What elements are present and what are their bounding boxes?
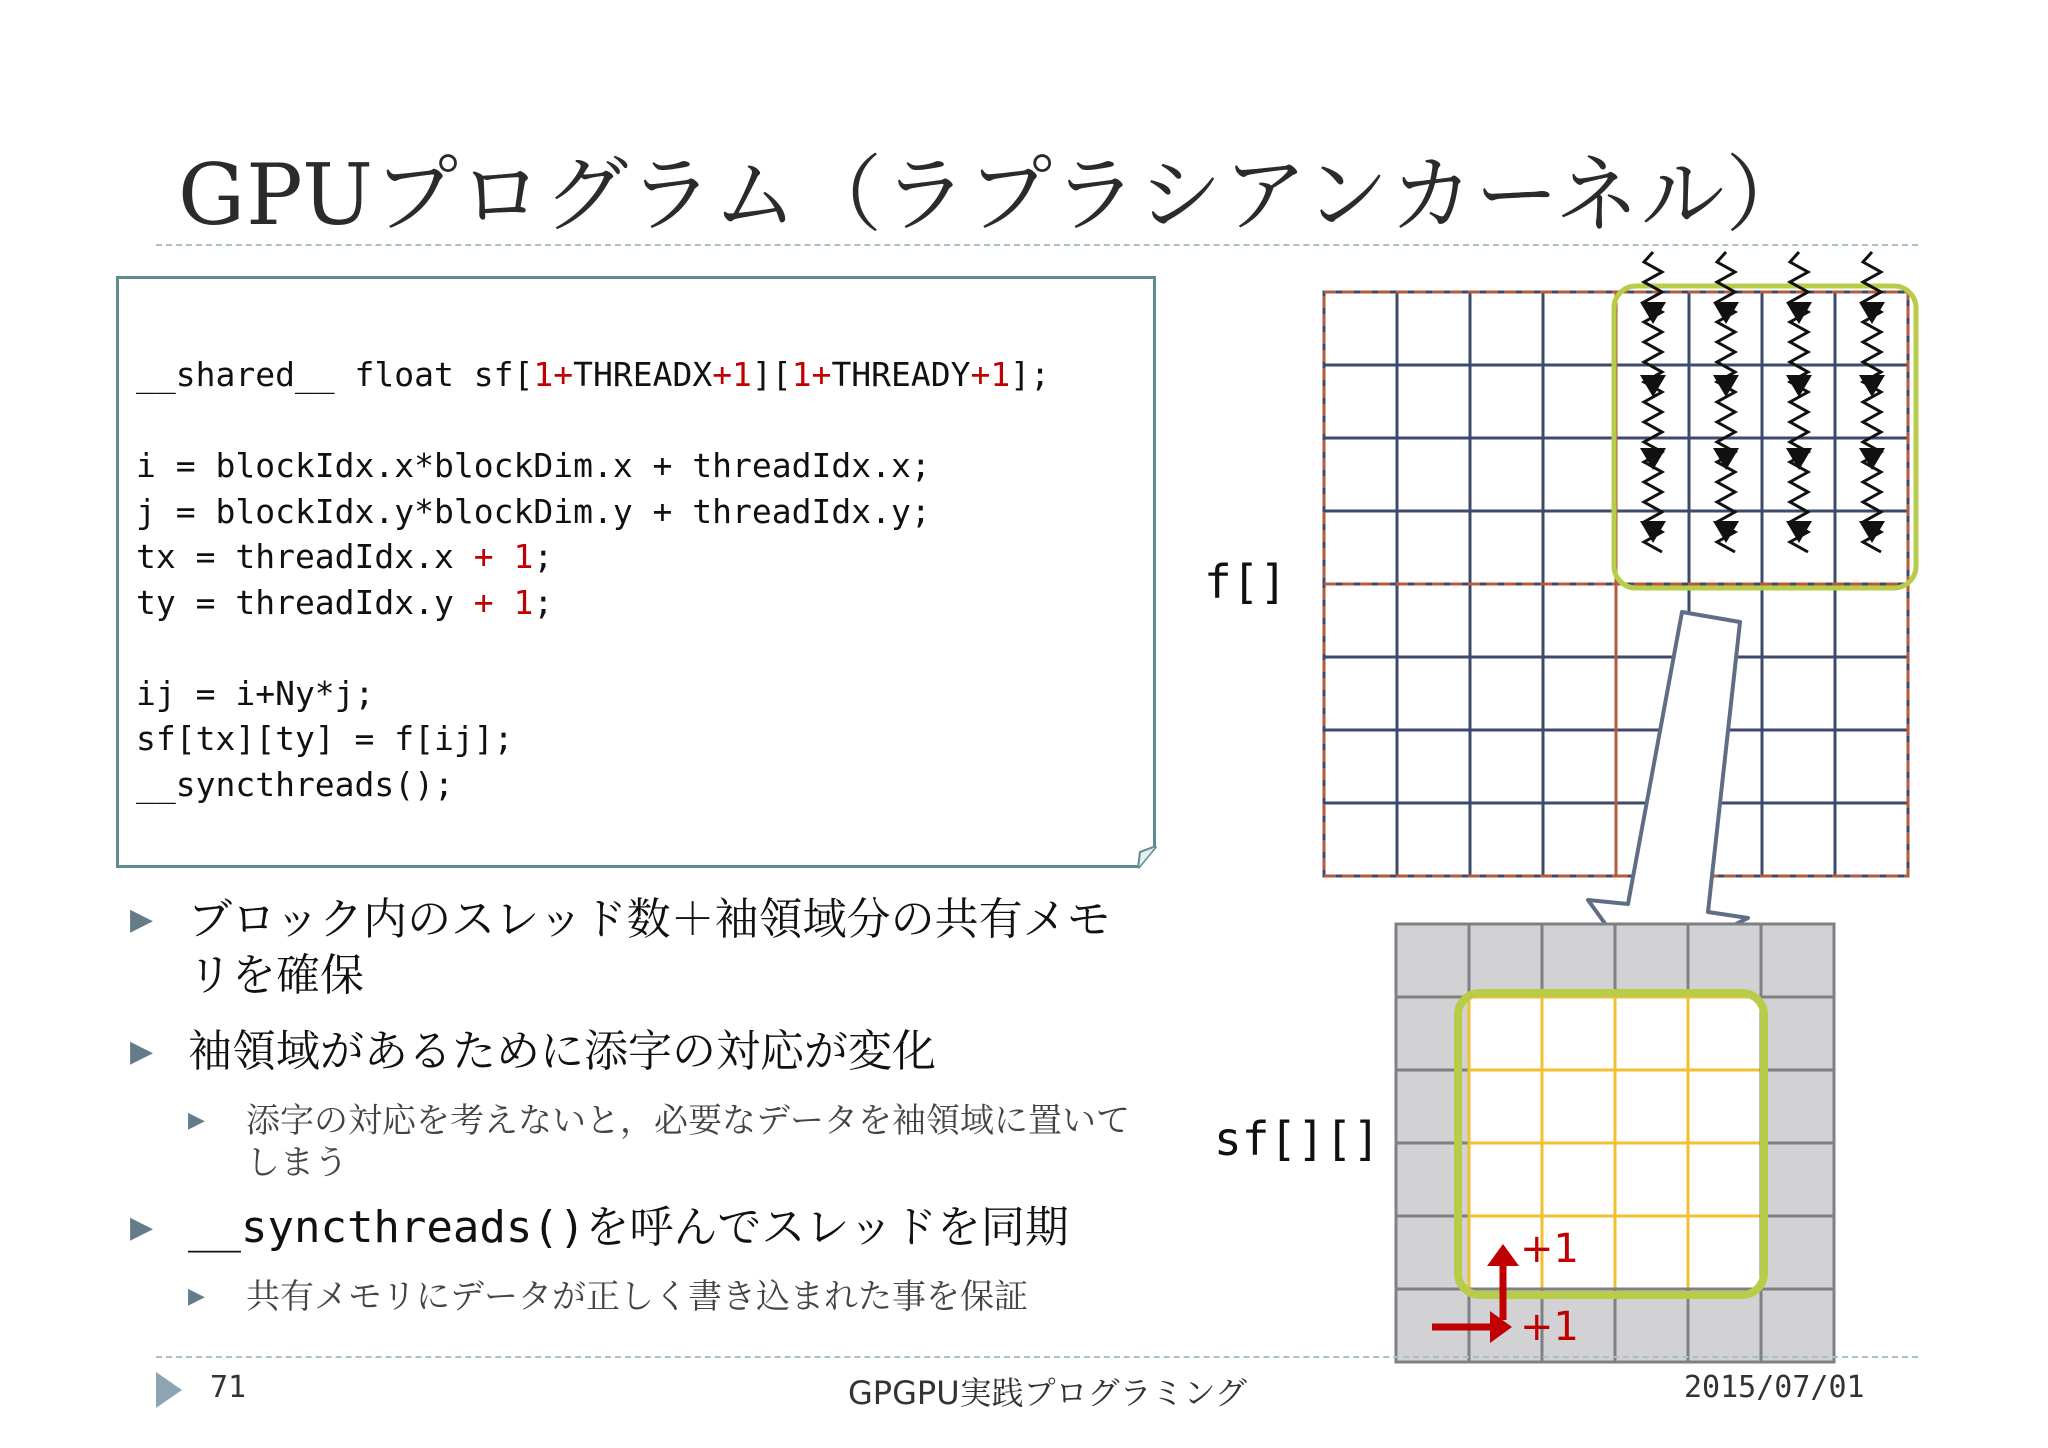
- offset-y-label: +1: [1520, 1226, 1579, 1272]
- sub-bullet-item: ▶ 添字の対応を考えないと，必要なデータを袖領域に置いてしまう: [188, 1101, 1130, 1183]
- shared-interior-cell: [1615, 1070, 1688, 1143]
- code-line-shared: __shared__ float sf[1+THREADX+1][1+THREADY+1];: [136, 355, 1051, 394]
- shared-halo-cell: [1761, 997, 1834, 1070]
- shared-array-label: sf[][]: [1214, 1112, 1381, 1166]
- code-line-sync: __syncthreads();: [136, 764, 454, 804]
- slide-date: 2015/07/01: [1684, 1370, 1865, 1405]
- global-cell: [1397, 584, 1470, 657]
- shared-halo-cell: [1761, 924, 1834, 997]
- shared-interior-cell: [1542, 1143, 1615, 1216]
- global-cell: [1762, 803, 1835, 876]
- global-cell: [1324, 511, 1397, 584]
- global-cell: [1835, 803, 1908, 876]
- shared-interior-cell: [1688, 997, 1761, 1070]
- global-cell: [1543, 511, 1616, 584]
- global-cell: [1543, 365, 1616, 438]
- offset-x-label: +1: [1520, 1304, 1579, 1350]
- shared-interior-cell: [1542, 997, 1615, 1070]
- global-cell: [1543, 803, 1616, 876]
- shared-halo-cell: [1761, 1216, 1834, 1289]
- sub-bullet-arrow-icon: ▶: [188, 1108, 205, 1133]
- global-cell: [1397, 511, 1470, 584]
- global-cell: [1470, 365, 1543, 438]
- global-cell: [1543, 730, 1616, 803]
- code-line-i: i = blockIdx.x*blockDim.x + threadIdx.x;: [136, 446, 931, 485]
- global-cell: [1470, 584, 1543, 657]
- sub-bullet-arrow-icon: ▶: [188, 1284, 205, 1309]
- code-line-j: j = blockIdx.y*blockDim.y + threadIdx.y;: [136, 491, 931, 531]
- shared-interior-cell: [1615, 1143, 1688, 1216]
- code-line-sf: sf[tx][ty] = f[ij];: [136, 719, 514, 758]
- bullet-item: ▶ ブロック内のスレッド数＋袖領域分の共有メモリを確保: [130, 894, 1111, 1001]
- global-cell: [1324, 803, 1397, 876]
- bullet-item: ▶ 袖領域があるために添字の対応が変化: [130, 1024, 1150, 1080]
- shared-interior-cell: [1688, 1216, 1761, 1289]
- global-cell: [1470, 292, 1543, 365]
- global-cell: [1397, 365, 1470, 438]
- global-cell: [1762, 657, 1835, 730]
- global-cell: [1543, 292, 1616, 365]
- global-cell: [1470, 803, 1543, 876]
- shared-interior-cell: [1542, 1070, 1615, 1143]
- shared-halo-cell: [1615, 1289, 1688, 1362]
- bullet-arrow-icon: ▶: [130, 1210, 154, 1245]
- global-cell: [1470, 730, 1543, 803]
- bullet-item: ▶ __syncthreads()を呼んでスレッドを同期: [130, 1200, 1150, 1256]
- code-line-ty: ty = threadIdx.y + 1;: [136, 582, 554, 622]
- footer-divider: [156, 1356, 1918, 1358]
- global-cell: [1397, 730, 1470, 803]
- shared-interior-cell: [1688, 1143, 1761, 1216]
- shared-halo-cell: [1688, 1289, 1761, 1362]
- code-line-ij: ij = i+Ny*j;: [136, 673, 375, 713]
- global-cell: [1324, 730, 1397, 803]
- global-cell: [1397, 292, 1470, 365]
- global-cell: [1543, 657, 1616, 730]
- global-cell: [1835, 584, 1908, 657]
- course-title: GPGPU実践プログラミング: [848, 1374, 1247, 1412]
- global-cell: [1762, 730, 1835, 803]
- global-cell: [1470, 438, 1543, 511]
- shared-halo-cell: [1469, 924, 1542, 997]
- global-cell: [1762, 584, 1835, 657]
- global-cell: [1397, 438, 1470, 511]
- shared-halo-cell: [1542, 924, 1615, 997]
- shared-halo-cell: [1761, 1289, 1834, 1362]
- page-number: 71: [210, 1370, 247, 1405]
- bullet-arrow-icon: ▶: [130, 902, 154, 937]
- sub-bullet-item: ▶ 共有メモリにデータが正しく書き込まれた事を保証: [188, 1277, 1028, 1317]
- slide-title: GPUプログラム（ラプラシアンカーネル）: [178, 146, 1811, 244]
- global-cell: [1543, 584, 1616, 657]
- global-cell: [1324, 657, 1397, 730]
- shared-interior-cell: [1469, 997, 1542, 1070]
- shared-halo-cell: [1688, 924, 1761, 997]
- shared-halo-cell: [1396, 924, 1469, 997]
- global-array-label: f[]: [1204, 555, 1288, 609]
- shared-interior-cell: [1469, 1143, 1542, 1216]
- global-cell: [1324, 365, 1397, 438]
- shared-halo-cell: [1761, 1143, 1834, 1216]
- global-cell: [1397, 803, 1470, 876]
- footer-triangle-icon: [156, 1372, 182, 1408]
- global-cell: [1324, 438, 1397, 511]
- code-line-tx: tx = threadIdx.x + 1;: [136, 537, 554, 576]
- global-cell: [1324, 292, 1397, 365]
- shared-interior-cell: [1469, 1070, 1542, 1143]
- shared-interior-cell: [1688, 1070, 1761, 1143]
- global-cell: [1470, 511, 1543, 584]
- global-cell: [1324, 584, 1397, 657]
- shared-interior-cell: [1615, 997, 1688, 1070]
- global-cell: [1835, 730, 1908, 803]
- shared-halo-cell: [1761, 1070, 1834, 1143]
- bullet-arrow-icon: ▶: [130, 1034, 154, 1069]
- shared-interior-cell: [1615, 1216, 1688, 1289]
- global-cell: [1835, 657, 1908, 730]
- shared-halo-cell: [1615, 924, 1688, 997]
- global-cell: [1397, 657, 1470, 730]
- global-cell: [1543, 438, 1616, 511]
- global-cell: [1470, 657, 1543, 730]
